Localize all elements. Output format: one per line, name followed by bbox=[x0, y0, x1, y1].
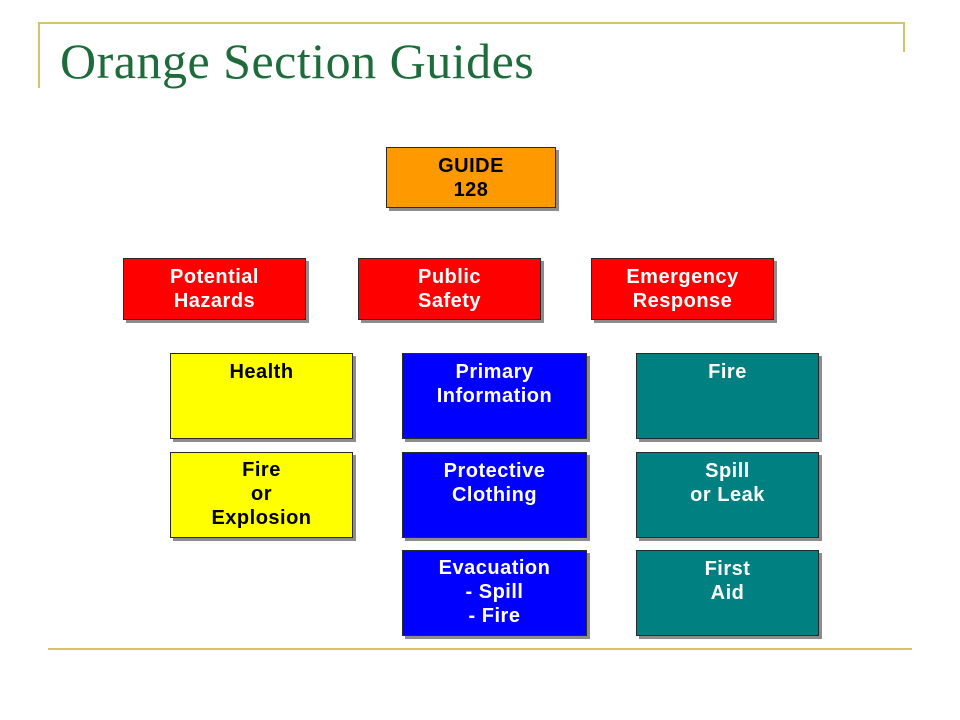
box-line: or bbox=[251, 483, 272, 505]
box-line: Primary bbox=[455, 361, 534, 383]
health-box bbox=[170, 353, 353, 439]
protective-clothing-box bbox=[402, 452, 587, 538]
header-line: Emergency bbox=[626, 266, 739, 288]
evacuation-box bbox=[402, 550, 587, 636]
right-rule bbox=[903, 22, 905, 52]
top-rule bbox=[38, 22, 904, 24]
box-line: Spill bbox=[705, 460, 750, 482]
box-line: First bbox=[704, 558, 751, 580]
box-line: Fire bbox=[242, 459, 281, 481]
fire-explosion-box bbox=[170, 452, 353, 538]
guide-number: 128 bbox=[453, 178, 489, 201]
box-line: - Spill bbox=[465, 581, 524, 603]
header-line: Hazards bbox=[173, 290, 256, 312]
header-line: Potential bbox=[170, 266, 259, 288]
spill-leak-box bbox=[636, 452, 819, 538]
fire-box bbox=[636, 353, 819, 439]
potential-hazards-box bbox=[123, 258, 306, 320]
box-line: - Fire bbox=[468, 605, 521, 627]
box-line: or Leak bbox=[690, 484, 765, 506]
box-line: Aid bbox=[710, 582, 745, 604]
emergency-response-box bbox=[591, 258, 774, 320]
box-line: Protective bbox=[443, 460, 546, 482]
header-line: Public bbox=[417, 266, 481, 288]
box-line: Evacuation bbox=[438, 557, 551, 579]
left-rule bbox=[38, 22, 40, 88]
guide-label: GUIDE bbox=[438, 154, 504, 177]
slide-title: Orange Section Guides bbox=[60, 33, 535, 89]
primary-information-box bbox=[402, 353, 587, 439]
box-line: Information bbox=[436, 385, 553, 407]
guide-box bbox=[386, 147, 556, 208]
bottom-rule bbox=[48, 648, 912, 650]
box-line: Fire bbox=[708, 361, 747, 383]
box-line: Explosion bbox=[211, 507, 312, 529]
box-line: Health bbox=[229, 361, 294, 383]
first-aid-box bbox=[636, 550, 819, 636]
header-line: Safety bbox=[417, 290, 482, 312]
public-safety-box bbox=[358, 258, 541, 320]
header-line: Response bbox=[632, 290, 733, 312]
box-line: Clothing bbox=[451, 484, 538, 506]
